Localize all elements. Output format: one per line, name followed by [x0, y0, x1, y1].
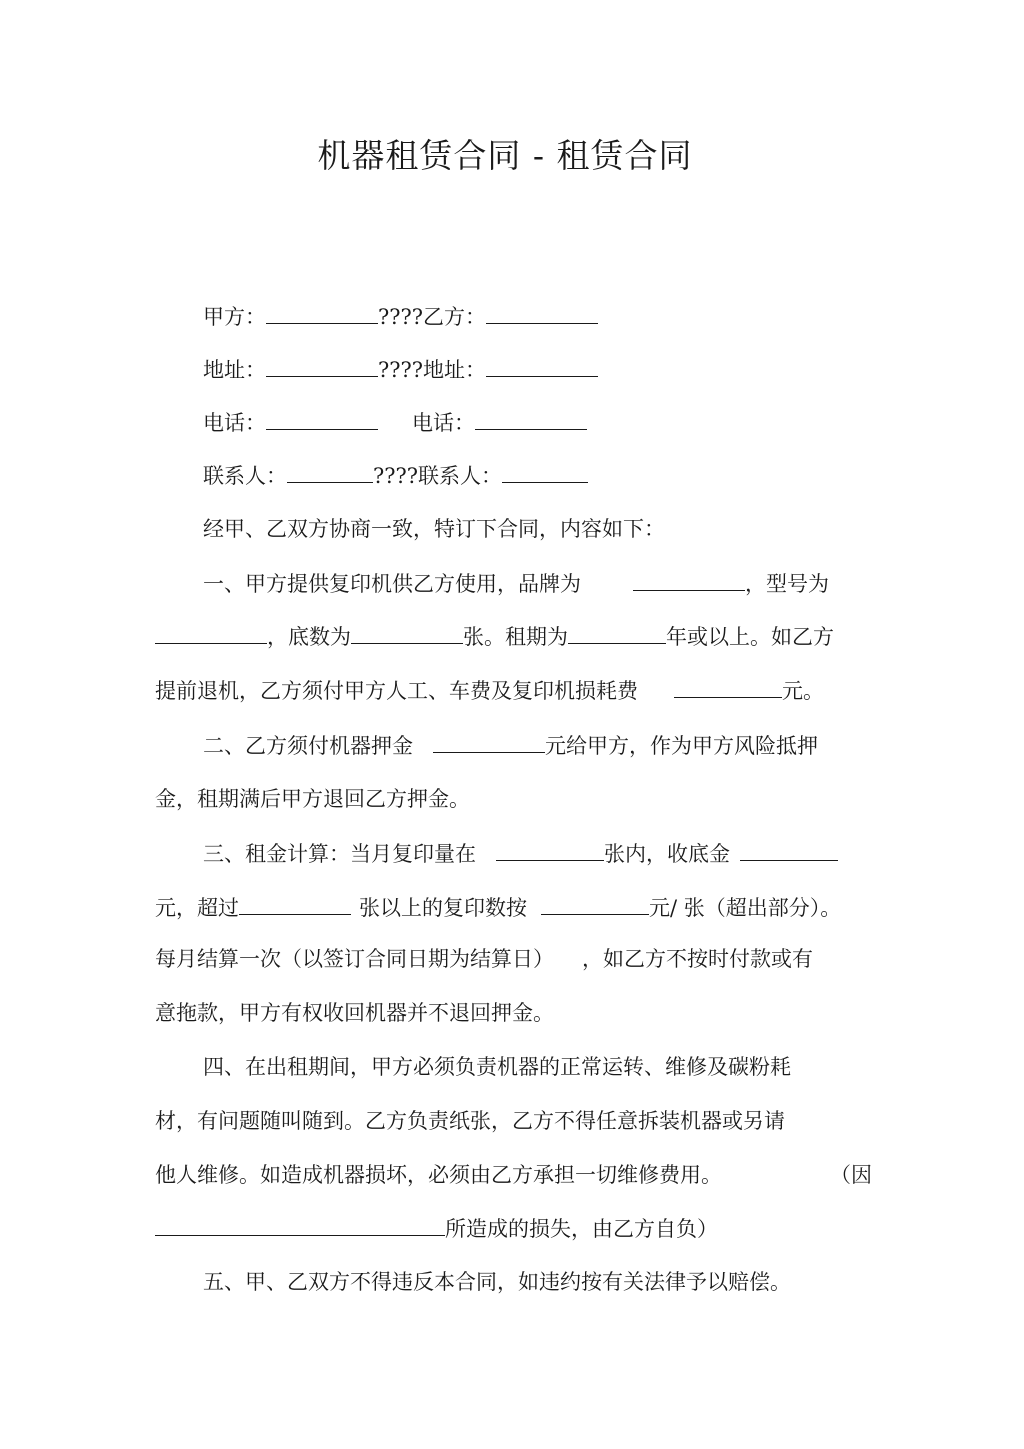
party-b-blank	[486, 301, 598, 324]
clause-2-text: 二、乙方须付机器押金	[203, 734, 413, 758]
filler-text: ????	[378, 358, 424, 382]
clause-1-text: ，型号为	[745, 572, 829, 596]
clause-4-line-3: 他人维修。如造成机器损坏，必须由乙方承担一切维修费用。	[155, 1163, 722, 1187]
clause-3-line-2	[155, 892, 841, 923]
clause-3-text: 三、租金计算：当月复印量在	[203, 842, 476, 866]
clause-3-text: ，如乙方不按时付款或有	[582, 947, 813, 971]
phone-row	[203, 407, 587, 438]
party-row	[203, 301, 598, 332]
clause-2-line-2: 金，租期满后甲方退回乙方押金。	[155, 787, 470, 811]
phone-b-label: 电话：	[412, 411, 475, 435]
address-b-blank	[486, 354, 598, 377]
clause-2-line-1	[203, 730, 818, 761]
model-blank	[155, 621, 267, 644]
clause-4-line-2: 材，有问题随叫随到。乙方负责纸张，乙方不得任意拆装机器或另请	[155, 1109, 785, 1133]
clause-1-text: 提前退机，乙方须付甲方人工、车费及复印机损耗费	[155, 679, 638, 703]
base-fee-blank	[740, 838, 838, 861]
clause-1-line-3	[155, 675, 824, 706]
clause-3-text: 元/ 张（超出部分）。	[649, 896, 842, 920]
excess-blank	[239, 892, 351, 915]
filler-text: ????	[373, 464, 419, 488]
contact-a-blank	[287, 460, 373, 483]
deposit-blank	[433, 730, 545, 753]
page-title: 机器租赁合同 - 租赁合同	[317, 136, 693, 175]
clause-3-text: 每月结算一次（以签订合同日期为结算日）	[155, 947, 554, 971]
address-a-label: 地址：	[203, 358, 266, 382]
clause-1-text: 张。租期为	[463, 625, 568, 649]
brand-blank	[633, 568, 745, 591]
counter-blank	[351, 621, 463, 644]
phone-b-blank	[475, 407, 587, 430]
address-a-blank	[266, 354, 378, 377]
address-row	[203, 354, 598, 385]
clause-1-text: 一、甲方提供复印机供乙方使用，品牌为	[203, 572, 581, 596]
clause-4-line-4	[155, 1213, 718, 1244]
volume-blank	[496, 838, 604, 861]
clause-3-text: 元，超过	[155, 896, 239, 920]
clause-3-line-3	[155, 944, 813, 974]
clause-1-text: 元。	[782, 679, 824, 703]
clause-2-text: 元给甲方，作为甲方风险抵押	[545, 734, 818, 758]
clause-1-text: ，底数为	[267, 625, 351, 649]
clause-1-text: 年或以上。如乙方	[666, 625, 834, 649]
clause-3-line-1	[203, 838, 838, 869]
wear-fee-blank	[674, 675, 782, 698]
cause-blank	[155, 1213, 445, 1236]
clause-4-line-1: 四、在出租期间，甲方必须负责机器的正常运转、维修及碳粉耗	[203, 1055, 791, 1079]
contact-b-blank	[502, 460, 588, 483]
phone-a-blank	[266, 407, 378, 430]
clause-1-line-2	[155, 621, 834, 652]
unit-price-blank	[541, 892, 649, 915]
address-b-label: 地址：	[423, 358, 487, 382]
filler-text: ????	[378, 305, 424, 329]
clause-4-line-3-end: （因	[830, 1163, 872, 1187]
phone-a-label: 电话：	[203, 411, 266, 435]
party-a-blank	[266, 301, 378, 324]
contact-b-label: 联系人：	[418, 464, 503, 488]
term-blank	[568, 621, 666, 644]
clause-3-text: 张以上的复印数按	[359, 896, 527, 920]
intro-text: 经甲、乙双方协商一致，特订下合同，内容如下：	[203, 517, 665, 541]
clause-1-line-1	[203, 568, 829, 599]
clause-5-line-1: 五、甲、乙双方不得违反本合同，如违约按有关法律予以赔偿。	[203, 1270, 791, 1294]
clause-4-text: 所造成的损失，由乙方自负）	[445, 1217, 718, 1241]
clause-3-text: 张内，收底金	[604, 842, 730, 866]
party-a-label: 甲方：	[203, 305, 266, 329]
contact-row	[203, 460, 588, 491]
clause-3-line-4: 意拖款，甲方有权收回机器并不退回押金。	[155, 1001, 554, 1025]
contact-a-label: 联系人：	[203, 464, 287, 488]
party-b-label: 乙方：	[423, 305, 487, 329]
